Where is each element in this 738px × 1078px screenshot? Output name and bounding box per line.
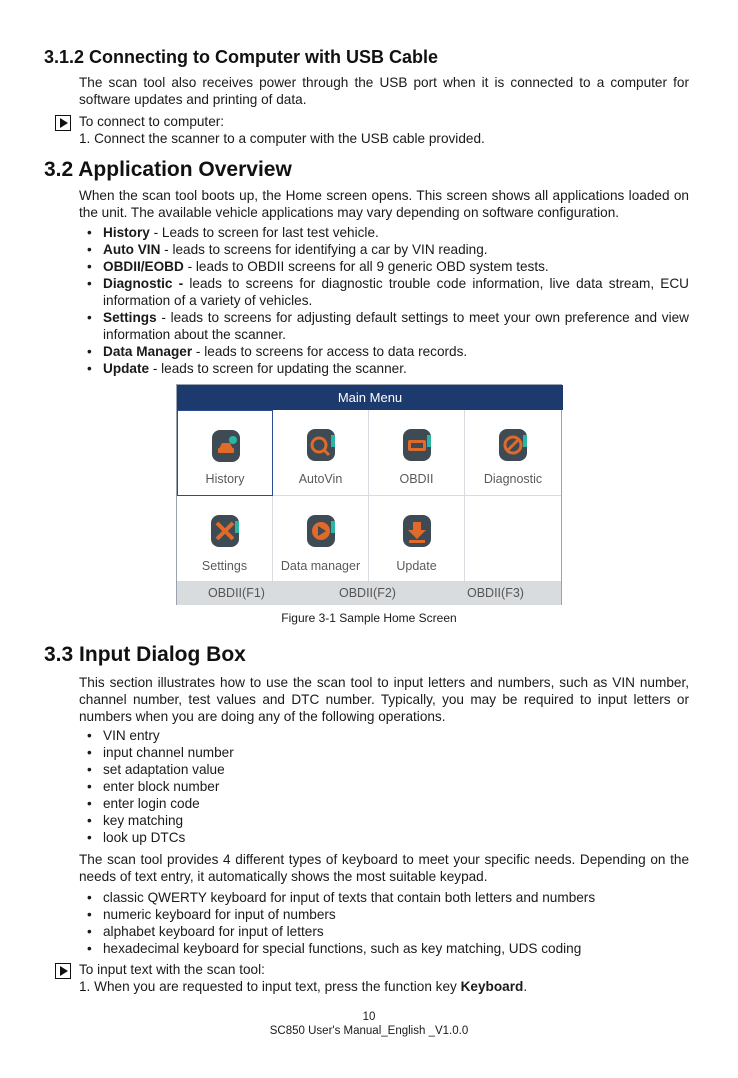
play-arrow-icon bbox=[55, 963, 71, 979]
list-item: • classic QWERTY keyboard for input of texts that contain both letters and numbers bbox=[87, 890, 596, 905]
tile-obdii[interactable] bbox=[369, 410, 465, 496]
tile-empty bbox=[465, 496, 561, 582]
list-item: • key matching bbox=[87, 813, 184, 828]
list-item: • alphabet keyboard for input of letters bbox=[87, 924, 324, 939]
list-item: • hexadecimal keyboard for special functions, such as key matching, UDS coding bbox=[87, 941, 582, 956]
main-menu-title: Main Menu bbox=[177, 385, 563, 410]
keyboard-paragraph: The scan tool provides 4 different types of keyboard to meet your specific needs. Depending on the needs of text entry, it automatically shows the most suitable keypad. bbox=[79, 852, 689, 884]
autovin-icon bbox=[301, 425, 341, 465]
step-intro-usb: To connect to computer: bbox=[79, 114, 225, 129]
function-key-f3[interactable]: OBDII(F3) bbox=[467, 586, 524, 600]
tile-diagnostic[interactable] bbox=[465, 410, 561, 496]
input-paragraph: This section illustrates how to use the scan tool to input letters and numbers, such as VIN number, channel number, test values and DTC number. Typically, you may be required to input letters or numbers when you are doing any of the following operations. bbox=[79, 675, 689, 724]
tile-settings[interactable] bbox=[177, 496, 273, 582]
page-number: 10 bbox=[362, 1011, 376, 1023]
tile-autovin[interactable] bbox=[273, 410, 369, 496]
tile-label: Data manager bbox=[280, 559, 361, 573]
tile-label: History bbox=[205, 472, 245, 486]
history-car-icon bbox=[206, 426, 246, 466]
list-item: • input channel number bbox=[87, 745, 234, 760]
step-1-usb: 1. Connect the scanner to a computer with the USB cable provided. bbox=[79, 131, 485, 146]
list-item: • numeric keyboard for input of numbers bbox=[87, 907, 336, 922]
list-item: • VIN entry bbox=[87, 728, 160, 743]
tile-history[interactable] bbox=[177, 410, 273, 496]
function-key-f1[interactable]: OBDII(F1) bbox=[208, 586, 265, 600]
list-item: • enter login code bbox=[87, 796, 200, 811]
usb-paragraph: The scan tool also receives power through the USB port when it is connected to a computer for software updates and printing of data. bbox=[79, 75, 689, 107]
list-item: • History - Leads to screen for last test vehicle. bbox=[87, 225, 379, 240]
main-menu-figure bbox=[176, 384, 562, 605]
tile-label: Update bbox=[396, 559, 437, 573]
function-key-f2[interactable]: OBDII(F2) bbox=[339, 586, 396, 600]
figure-caption: Figure 3-1 Sample Home Screen bbox=[281, 611, 457, 625]
tile-label: OBDII bbox=[399, 472, 434, 486]
step-1-input: 1. When you are requested to input text, press the function key Keyboard. bbox=[79, 979, 528, 994]
tile-label: Settings bbox=[201, 559, 248, 573]
section-heading-3-3: 3.3 Input Dialog Box bbox=[44, 643, 246, 666]
tile-label: Diagnostic bbox=[483, 472, 543, 486]
section-heading-3-2: 3.2 Application Overview bbox=[44, 158, 292, 181]
document-footer: SC850 User's Manual_English _V1.0.0 bbox=[269, 1025, 469, 1037]
list-item: • Data Manager - leads to screens for access to data records. bbox=[87, 344, 468, 359]
overview-paragraph: When the scan tool boots up, the Home screen opens. This screen shows all applications loaded on the unit. The available vehicle applications may vary depending on software configuration. bbox=[79, 188, 689, 220]
list-item: • Update - leads to screen for updating the scanner. bbox=[87, 361, 407, 376]
list-item: • OBDII/EOBD - leads to OBDII screens for all 9 generic OBD system tests. bbox=[87, 259, 549, 274]
function-key-bar bbox=[177, 581, 561, 605]
list-item: • Auto VIN - leads to screens for identifying a car by VIN reading. bbox=[87, 242, 488, 257]
list-item: • Diagnostic - leads to screens for diagnostic trouble code information, live data stream, ECU information of a variety of vehicles. bbox=[87, 276, 689, 308]
tile-update[interactable] bbox=[369, 496, 465, 582]
diagnostic-icon bbox=[493, 425, 533, 465]
section-heading-3-1-2: 3.1.2 Connecting to Computer with USB Cable bbox=[44, 47, 439, 67]
obdii-icon bbox=[397, 425, 437, 465]
list-item: • set adaptation value bbox=[87, 762, 225, 777]
data-manager-play-icon bbox=[301, 511, 341, 551]
list-item: • Settings - leads to screens for adjusting default settings to meet your own preference and view information about the scanner. bbox=[87, 310, 689, 342]
list-item: • look up DTCs bbox=[87, 830, 186, 845]
play-arrow-icon bbox=[55, 115, 71, 131]
list-item: • enter block number bbox=[87, 779, 220, 794]
tile-data-manager[interactable] bbox=[273, 496, 369, 582]
update-download-icon bbox=[397, 511, 437, 551]
tile-label: AutoVin bbox=[298, 472, 343, 486]
settings-tools-icon bbox=[205, 511, 245, 551]
step-intro-input: To input text with the scan tool: bbox=[79, 962, 265, 977]
